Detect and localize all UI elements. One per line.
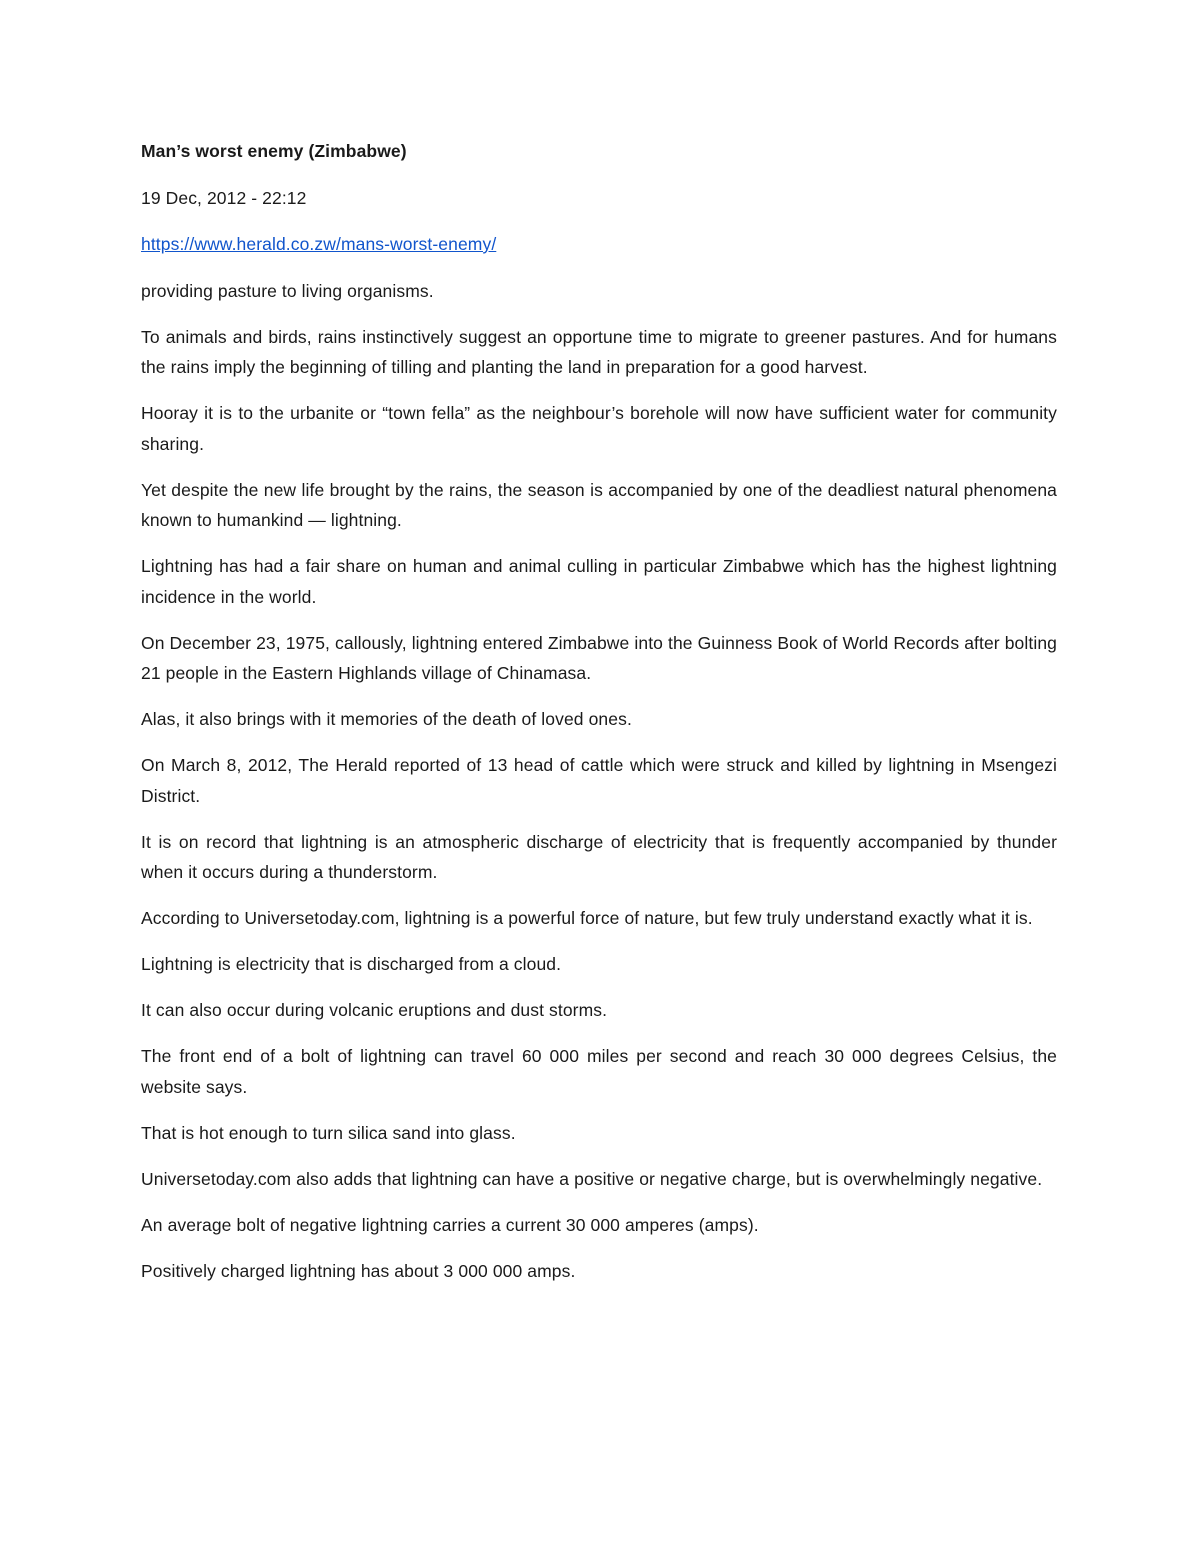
article-source-link[interactable]: https://www.herald.co.zw/mans-worst-enemy/	[141, 234, 497, 254]
paragraph: On December 23, 1975, callously, lightning entered Zimbabwe into the Guinness Book of World Records after bolting 21 people in the Eastern Highlands village of Chinamasa.	[141, 632, 1057, 683]
paragraph: It is on record that lightning is an atmospheric discharge of electricity that is frequently accompanied by thunder when it occurs during a thunderstorm.	[141, 831, 1057, 882]
document-page	[141, 136, 1057, 1302]
paragraph: Lightning has had a fair share on human and animal culling in particular Zimbabwe which has the highest lightning incidence in the world.	[141, 556, 1057, 607]
paragraph: It can also occur during volcanic eruptions and dust storms.	[141, 1000, 608, 1020]
paragraph: To animals and birds, rains instinctively suggest an opportune time to migrate to greener pastures. And for humans the rains imply the beginning of tilling and planting the land in preparation for a good harvest.	[141, 326, 1057, 377]
paragraph: On March 8, 2012, The Herald reported of 13 head of cattle which were struck and killed by lightning in Msengezi District.	[141, 755, 1057, 806]
paragraph: Universetoday.com also adds that lightning can have a positive or negative charge, but is overwhelmingly negative.	[141, 1168, 1043, 1189]
paragraph: An average bolt of negative lightning carries a current 30 000 amperes (amps).	[141, 1214, 759, 1235]
paragraph: providing pasture to living organisms.	[141, 280, 434, 301]
paragraph: Hooray it is to the urbanite or “town fella” as the neighbour’s borehole will now have sufficient water for community sharing.	[141, 403, 1057, 454]
paragraph: The front end of a bolt of lightning can travel 60 000 miles per second and reach 30 000 degrees Celsius, the website says.	[141, 1046, 1057, 1097]
paragraph: Positively charged lightning has about 3 000 000 amps.	[141, 1260, 576, 1281]
paragraph: Lightning is electricity that is discharged from a cloud.	[141, 954, 562, 974]
article-date: 19 Dec, 2012 - 22:12	[141, 187, 307, 208]
paragraph: According to Universetoday.com, lightning is a powerful force of nature, but few truly understand exactly what it is.	[141, 908, 1033, 928]
paragraph: Yet despite the new life brought by the rains, the season is accompanied by one of the deadliest natural phenomena known to humankind — lightning.	[141, 479, 1057, 530]
paragraph: Alas, it also brings with it memories of the death of loved ones.	[141, 709, 632, 729]
article-title: Man’s worst enemy (Zimbabwe)	[141, 141, 407, 161]
paragraph: That is hot enough to turn silica sand into glass.	[141, 1122, 516, 1143]
